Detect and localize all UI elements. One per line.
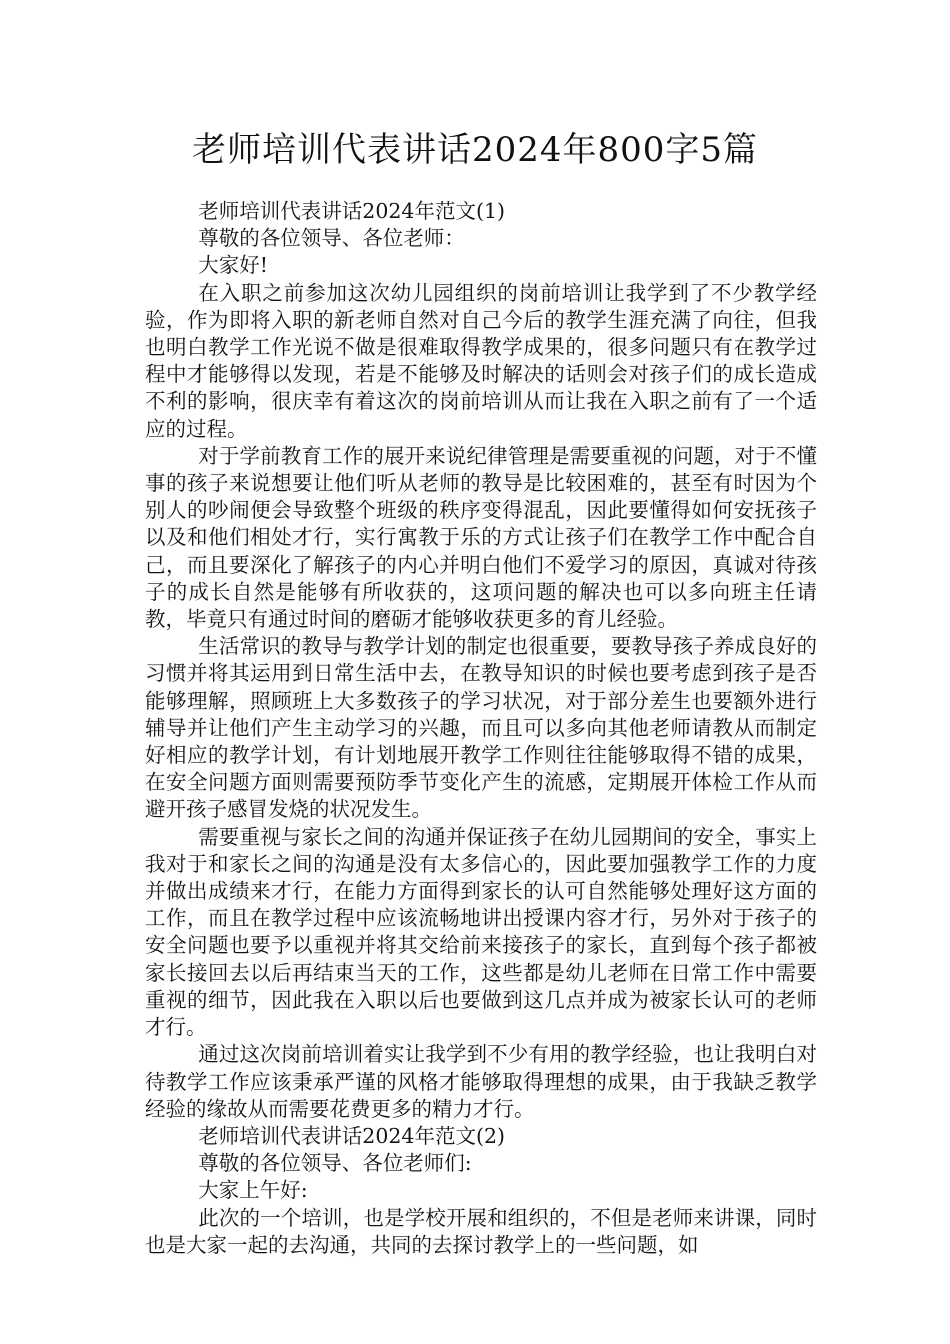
body-paragraph: 需要重视与家长之间的沟通并保证孩子在幼儿园期间的安全，事实上我对于和家长之间的沟通是没有太多信心的，因此要加强教学工作的力度并做出成绩来才行，在能力方面得到家长的认可自然能够处理好这方面的工作，而且在教学过程中应该流畅地讲出授课内容才行，另外对于孩子的安全问题也要予以重视并将其交给前来接孩子的家长，直到每个孩子都被家长接回去以后再结束当天的工作，这些都是幼儿老师在日常工作中需要重视的细节，因此我在入职以后也要做到这几点并成为被家长认可的老师才行。	[145, 824, 817, 1040]
body-paragraph: 通过这次岗前培训着实让我学到不少有用的教学经验，也让我明白对待教学工作应该秉承严谨的风格才能够取得理想的成果，由于我缺乏教学经验的缘故从而需要花费更多的精力才行。	[145, 1042, 817, 1121]
document-body	[145, 198, 817, 1259]
body-paragraph: 在入职之前参加这次幼儿园组织的岗前培训让我学到了不少教学经验，作为即将入职的新老师自然对自己今后的教学生涯充满了向往，但我也明白教学工作光说不做是很难取得教学成果的，很多问题只有在教学过程中才能够得以发现，若是不能够及时解决的话则会对孩子们的成长造成不利的影响，很庆幸有着这次的岗前培训从而让我在入职之前有了一个适应的过程。	[145, 280, 817, 441]
salutation: 尊敬的各位领导、各位老师们:	[198, 1151, 472, 1176]
section-heading: 老师培训代表讲话2024年范文(2)	[198, 1123, 506, 1148]
body-paragraph: 此次的一个培训，也是学校开展和组织的，不但是老师来讲课，同时也是大家一起的去沟通，共同的去探讨教学上的一些问题，如	[145, 1205, 817, 1257]
greeting: 大家好!	[198, 253, 269, 278]
document-title: 老师培训代表讲话2024年800字5篇	[191, 130, 759, 170]
body-paragraph: 生活常识的教导与教学计划的制定也很重要，要教导孩子养成良好的习惯并将其运用到日常生活中去，在教导知识的时候也要考虑到孩子是否能够理解，照顾班上大多数孩子的学习状况，对于部分差生也要额外进行辅导并让他们产生主动学习的兴趣，而且可以多向其他老师请教从而制定好相应的教学计划，有计划地展开教学工作则往往能够取得不错的成果，在安全问题方面则需要预防季节变化产生的流感，定期展开体检工作从而避开孩子感冒发烧的状况发生。	[145, 634, 817, 822]
section-heading: 老师培训代表讲话2024年范文(1)	[198, 199, 506, 223]
body-paragraph: 对于学前教育工作的展开来说纪律管理是需要重视的问题，对于不懂事的孩子来说想要让他们听从老师的教导是比较困难的，甚至有时因为个别人的吵闹便会导致整个班级的秩序变得混乱，因此要懂得如何安抚孩子以及和他们相处才行，实行寓教于乐的方式让孩子们在教学工作中配合自己，而且要深化了解孩子的内心并明白他们不爱学习的原因，真诚对待孩子的成长自然是能够有所收获的，这项问题的解决也可以多向班主任请教，毕竟只有通过时间的磨砺才能够收获更多的育儿经验。	[145, 443, 817, 632]
greeting: 大家上午好:	[198, 1178, 308, 1203]
salutation: 尊敬的各位领导、各位老师：	[198, 226, 465, 251]
